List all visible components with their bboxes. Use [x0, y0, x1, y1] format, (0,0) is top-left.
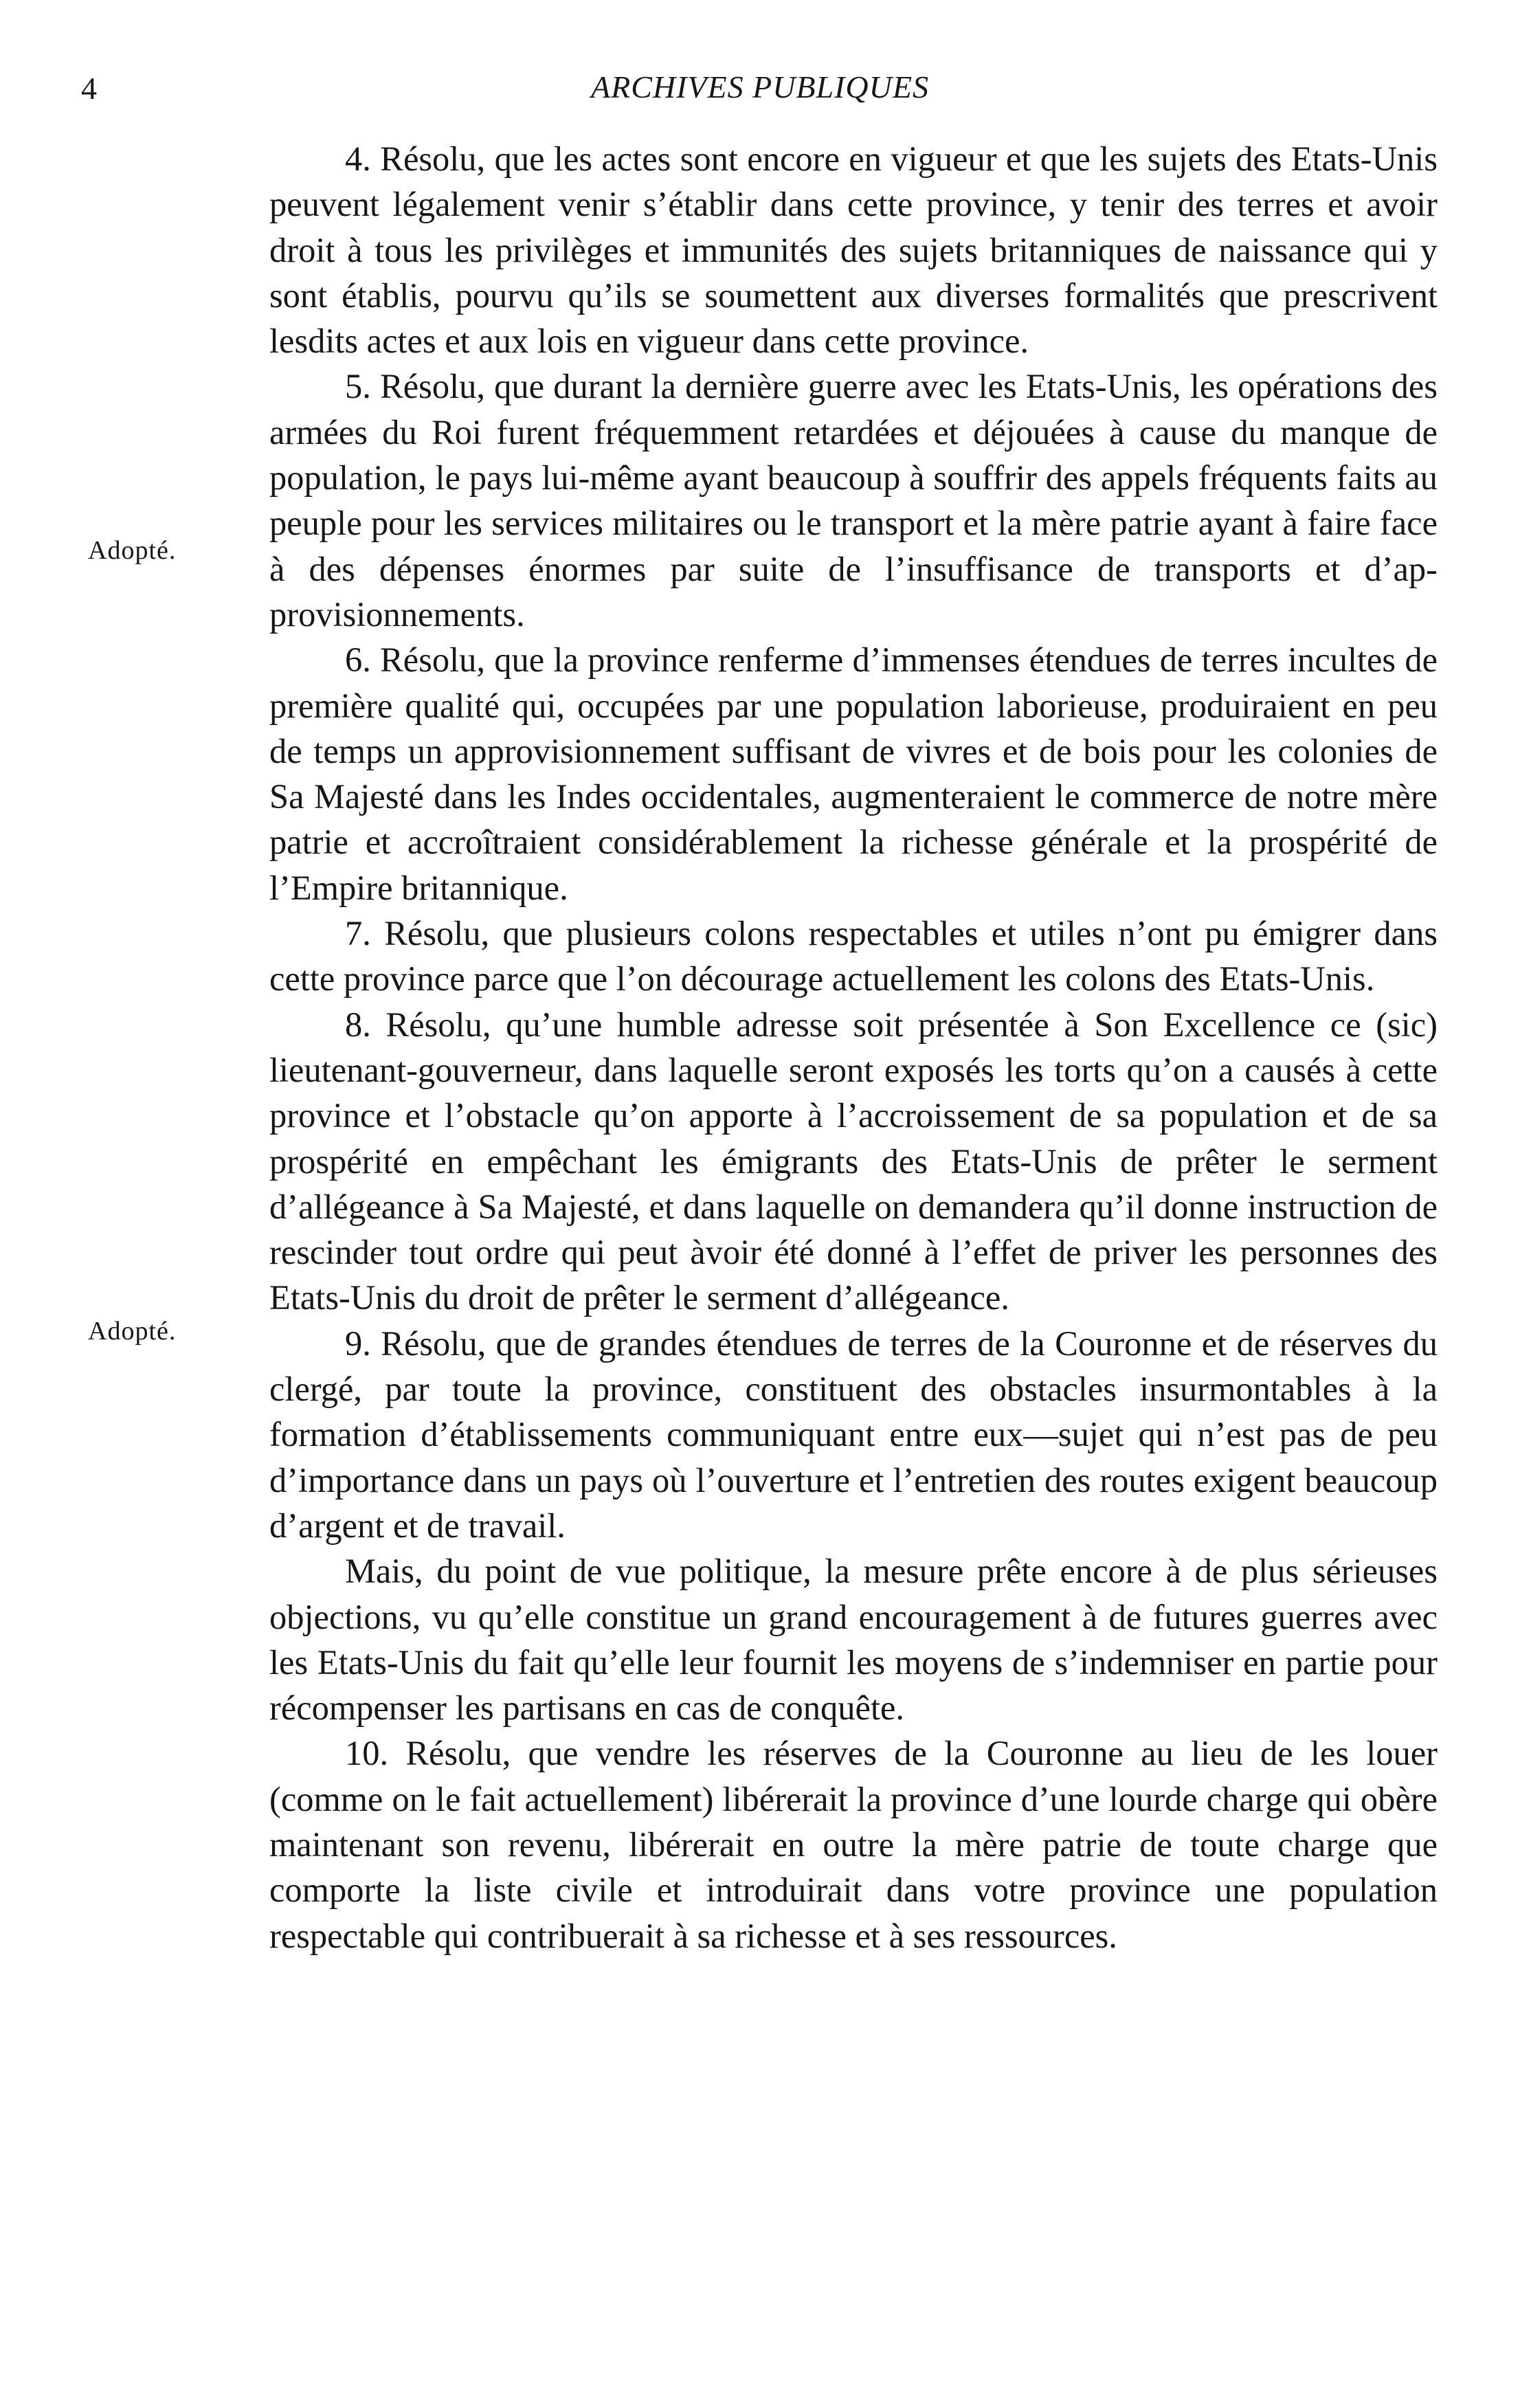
- margin-note-adopte-2: Adopté.: [88, 1317, 177, 1346]
- paragraph-resolution-9-continued: Mais, du point de vue politique, la mesure prête encore à de plus sérieuses objections, vu qu’elle constitue un grand encouragement à de futures guerres avec les Etats-Unis du fait qu’elle leur fournit les moyens de s’indemniser en partie pour récompenser les partisans en cas de conquête.: [269, 1552, 1438, 1728]
- paragraph-resolution-5: 5. Résolu, que durant la dernière guerre avec les Etats-Unis, les opérations des armées du Roi furent fréquemment retardées et déjouées à cause du manque de population, le pays lui-même ayant beaucoup à souffrir des appels fréquents faits au peuple pour les services militaires ou le transport et la mère patrie ayant à faire face à des dépenses énormes par suite de l’insuffisance de transports et d’approvisionnements.: [269, 367, 1438, 634]
- paragraph-resolution-6: 6. Résolu, que la province renferme d’immenses étendues de terres incultes de première qualité qui, occupées par une population laborieuse, produiraient en peu de temps un approvisionnement suffisant de vivres et de bois pour les colonies de Sa Majesté dans les Indes occidentales, augmenteraient le commerce de notre mère patrie et accroîtraient considérablement la richesse générale et la prospérité de l’Empire britannique.: [269, 640, 1438, 907]
- running-title: ARCHIVES PUBLIQUES: [591, 69, 929, 104]
- paragraph-resolution-8: 8. Résolu, qu’une humble adresse soit présentée à Son Excellence ce (sic) lieutenant-gouverneur, dans laquelle seront exposés les torts qu’on a causés à cette province et l’obstacle qu’on apporte à l’accroissement de sa population et de sa prospérité en empêchant les émigrants des Etats-Unis de prêter le serment d’allégeance à Sa Majesté, et dans laquelle on demandera qu’il donne instruction de rescinder tout ordre qui peut àvoir été donné à l’effet de priver les personnes des Etats-Unis du droit de prêter le serment d’allégeance.: [269, 1005, 1438, 1317]
- paragraph-resolution-9: 9. Résolu, que de grandes étendues de terres de la Couronne et de réserves du clergé, par toute la province, constituent des obstacles insurmontables à la formation d’établissements communiquant entre eux—sujet qui n’est pas de peu d’importance dans un pays où l’ouverture et l’entretien des routes exigent beaucoup d’argent et de travail.: [269, 1324, 1438, 1545]
- margin-note-adopte-1: Adopté.: [88, 536, 177, 565]
- body-text: [269, 136, 1438, 1959]
- paragraph-resolution-10: 10. Résolu, que vendre les réserves de la Couronne au lieu de les louer (comme on le fait actuellement) libérerait la province d’une lourde charge qui obère maintenant son revenu, libérerait en outre la mère patrie de toute charge que comporte la liste civile et introduirait dans votre province une population respectable qui contribuerait à sa richesse et à ses ressources.: [269, 1734, 1438, 1955]
- page-number: 4: [81, 71, 97, 106]
- paragraph-resolution-7: 7. Résolu, que plusieurs colons respectables et utiles n’ont pu émigrer dans cette province parce que l’on décourage actuellement les colons des Etats-Unis.: [269, 914, 1438, 999]
- paragraph-resolution-4: 4. Résolu, que les actes sont encore en vigueur et que les sujets des Etats-Unis peuvent légalement venir s’établir dans cette province, y tenir des terres et avoir droit à tous les privilèges et immunités des sujets britanniques de naissance qui y sont établis, pourvu qu’ils se soumettent aux diverses formalités que prescrivent lesdits actes et aux lois en vigueur dans cette province.: [269, 140, 1438, 361]
